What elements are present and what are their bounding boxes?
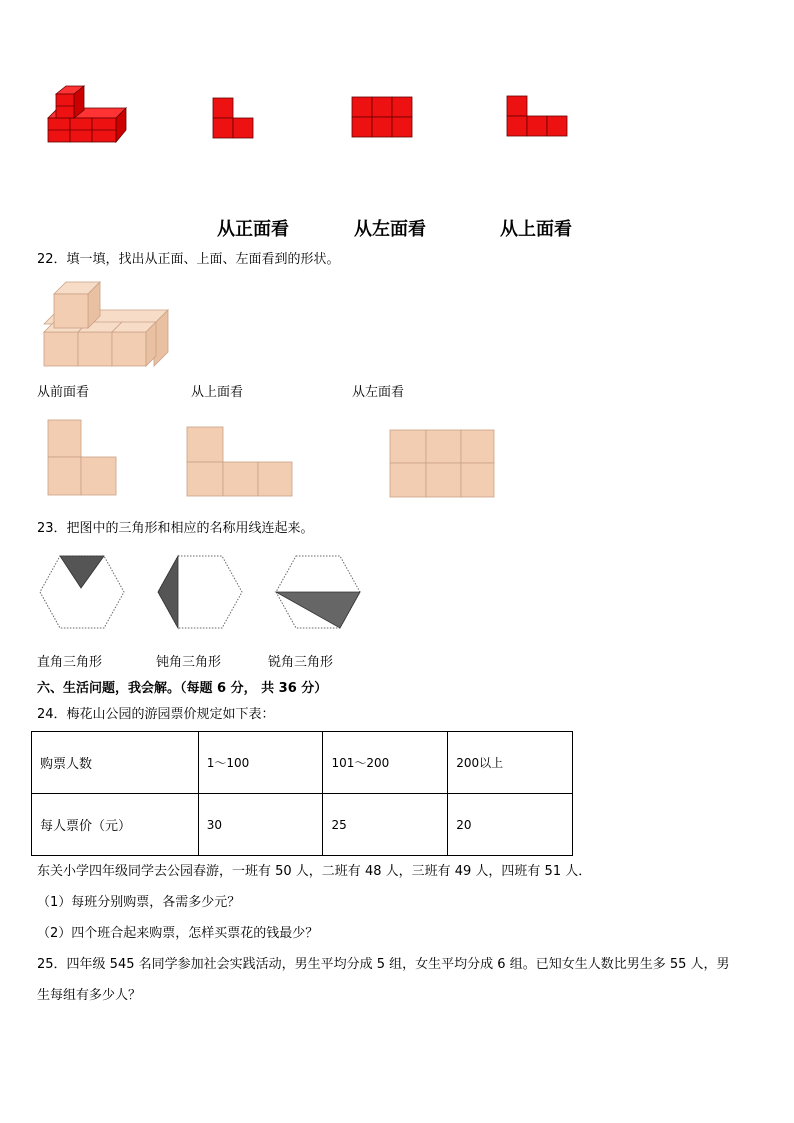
q24-question: 24．梅花山公园的游园票价规定如下表： xyxy=(37,707,275,722)
table-row xyxy=(32,732,573,794)
q25-line1: 25．四年级 545 名同学参加社会实践活动，男生平均分成 5 组，女生平均分成 6 组。已知女生人数比男生多 55 人，男 xyxy=(37,957,730,972)
table-cell: 30 xyxy=(198,794,323,856)
hexagon-3 xyxy=(275,554,361,630)
table-cell: 25 xyxy=(323,794,448,856)
table-cell: 101～200 xyxy=(323,732,448,794)
view-label-front: 从正面看 xyxy=(217,219,289,240)
table-cell: 200以上 xyxy=(448,732,573,794)
q25-line2: 生每组有多少人？ xyxy=(37,988,142,1003)
q23-question: 23．把图中的三角形和相应的名称用线连起来。 xyxy=(37,521,314,536)
q23-name-obtuse: 钝角三角形 xyxy=(156,655,222,670)
table-row xyxy=(32,794,573,856)
tan-view-left xyxy=(389,429,495,498)
tan-view-front xyxy=(47,419,117,496)
table-cell: 20 xyxy=(448,794,573,856)
view-label-top: 从上面看 xyxy=(500,219,572,240)
table-cell: 购票人数 xyxy=(32,732,199,794)
red-view-front xyxy=(212,97,254,139)
q24-text: 东关小学四年级同学去公园春游，一班有 50 人，二班有 48 人，三班有 49 人，四班有 51 人． xyxy=(37,864,592,879)
tan-cube-solid xyxy=(42,280,170,370)
tan-view-top xyxy=(186,426,293,497)
view-label-left: 从左面看 xyxy=(354,219,426,240)
q22-question: 22．填一填，找出从正面、上面、左面看到的形状。 xyxy=(37,252,340,267)
table-cell: 每人票价（元） xyxy=(32,794,199,856)
red-cube-solid xyxy=(44,84,126,146)
q22-label-left: 从左面看 xyxy=(352,385,405,400)
red-view-left xyxy=(351,96,413,138)
ticket-price-table xyxy=(31,731,573,856)
q22-label-top: 从上面看 xyxy=(191,385,244,400)
red-view-top xyxy=(506,95,568,137)
q24-sub2: （2）四个班合起来购票，怎样买票花的钱最少？ xyxy=(37,926,319,941)
q24-sub1: （1）每班分别购票，各需多少元？ xyxy=(37,895,241,910)
q23-name-right: 直角三角形 xyxy=(37,655,103,670)
q22-label-front: 从前面看 xyxy=(37,385,90,400)
q23-name-acute: 锐角三角形 xyxy=(268,655,334,670)
hexagon-1 xyxy=(39,554,125,630)
table-cell: 1～100 xyxy=(198,732,323,794)
section6-title: 六、生活问题，我会解。（每题 6 分， 共 36 分） xyxy=(37,681,328,696)
hexagon-2 xyxy=(157,554,243,630)
